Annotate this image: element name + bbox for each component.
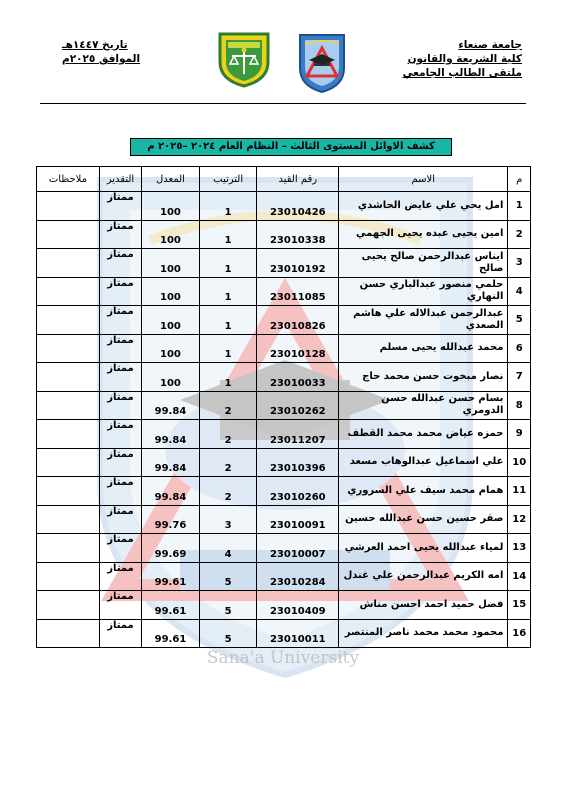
rank (199, 391, 257, 420)
header-rule (40, 103, 526, 104)
table-row (37, 505, 531, 534)
date-gregorian: الموافق ٢٠٢٥م (62, 53, 141, 65)
registration-number-text: 23010338 (269, 235, 326, 246)
student-name: حمزه عياض محمد محمد القطف (339, 420, 508, 449)
student-name: ايناس عبدالرحمن صالح يحيى صالح (339, 249, 508, 278)
registration-number (257, 562, 339, 591)
table-row (37, 534, 531, 563)
table-row (37, 249, 531, 278)
registration-number-text: 23010007 (269, 548, 326, 560)
average (142, 619, 200, 648)
average-text: 100 (160, 349, 181, 360)
grade: ممتاز (99, 591, 141, 620)
registration-number-text: 23010128 (269, 349, 326, 360)
notes (37, 306, 100, 335)
rank (199, 505, 257, 534)
watermark-text: Sana'a University (206, 648, 360, 668)
grade: ممتاز (99, 249, 141, 278)
rank-text: 2 (224, 463, 232, 474)
rank (199, 477, 257, 506)
notes (37, 334, 100, 363)
rank-text: 1 (224, 349, 232, 360)
average-text: 99.61 (154, 634, 187, 645)
average (142, 477, 200, 506)
registration-number-text: 23010091 (269, 520, 326, 531)
registration-number (257, 363, 339, 392)
average-text: 99.61 (154, 605, 187, 617)
average-text: 100 (160, 292, 181, 303)
rank (199, 363, 257, 392)
registration-number (257, 448, 339, 477)
row-number: 5 (508, 306, 531, 335)
university-logo (297, 32, 347, 94)
average (142, 448, 200, 477)
average-text: 99.76 (154, 520, 187, 531)
grade: ممتاز (99, 391, 141, 420)
table-row (37, 306, 531, 335)
average (142, 249, 200, 278)
table-header-row (37, 167, 531, 192)
table-row (37, 420, 531, 449)
forum-logo (216, 30, 272, 88)
registration-number (257, 591, 339, 620)
student-name: نصار مبخوت حسن محمد حاج (339, 363, 508, 392)
average (142, 562, 200, 591)
forum-name: ملتقى الطالب الجامعي (402, 67, 522, 79)
notes (37, 249, 100, 278)
date-hijri: تاريخ ١٤٤٧هـ (62, 39, 128, 51)
row-number: 4 (508, 277, 531, 306)
row-number: 6 (508, 334, 531, 363)
table-row (37, 591, 531, 620)
registration-number (257, 220, 339, 249)
rank-text: 2 (224, 491, 232, 503)
row-number: 12 (508, 505, 531, 534)
rank-text: 2 (224, 434, 232, 446)
col-header-avg: المعدل (142, 167, 200, 192)
rank-text: 5 (224, 634, 232, 645)
registration-number (257, 477, 339, 506)
registration-number (257, 505, 339, 534)
grade: ممتاز (99, 306, 141, 335)
student-name: فضل حميد احمد احسن مناش (339, 591, 508, 620)
faculty-name: كلية الشريعة والقانون (407, 53, 522, 65)
student-name: امل يحي علي عايض الحاشدي (339, 192, 508, 221)
col-header-rank: الترتيب (199, 167, 257, 192)
rank (199, 420, 257, 449)
student-name: امين يحيى عبده يحيى الجهمي (339, 220, 508, 249)
rank (199, 334, 257, 363)
student-name: صقر حسين حسن عبدالله حسين (339, 505, 508, 534)
notes (37, 562, 100, 591)
col-header-no: م (508, 167, 531, 192)
notes (37, 192, 100, 221)
average (142, 220, 200, 249)
grade: ممتاز (99, 619, 141, 648)
rank-text: 1 (224, 377, 232, 389)
average (142, 334, 200, 363)
rank-text: 3 (224, 520, 232, 531)
registration-number (257, 249, 339, 278)
rank (199, 534, 257, 563)
grade: ممتاز (99, 534, 141, 563)
grade: ممتاز (99, 334, 141, 363)
grade: ممتاز (99, 477, 141, 506)
table-row (37, 562, 531, 591)
registration-number-text: 23010409 (269, 605, 326, 617)
grade: ممتاز (99, 363, 141, 392)
average-text: 99.84 (154, 463, 187, 474)
grade: ممتاز (99, 220, 141, 249)
registration-number-text: 23011207 (269, 434, 326, 446)
average (142, 420, 200, 449)
average-text: 99.84 (154, 491, 187, 503)
table-row (37, 477, 531, 506)
grade: ممتاز (99, 192, 141, 221)
notes (37, 420, 100, 449)
row-number: 9 (508, 420, 531, 449)
grade: ممتاز (99, 505, 141, 534)
registration-number-text: 23010826 (269, 320, 326, 332)
notes (37, 448, 100, 477)
average (142, 306, 200, 335)
institution-header (342, 38, 522, 80)
row-number: 16 (508, 619, 531, 648)
row-number: 3 (508, 249, 531, 278)
rank-text: 1 (224, 206, 232, 218)
rank-text: 1 (224, 263, 232, 275)
average-text: 99.84 (154, 406, 187, 417)
university-name: جامعة صنعاء (458, 39, 522, 51)
rank-text: 1 (224, 320, 232, 332)
registration-number (257, 391, 339, 420)
student-name: همام محمد سيف علي السروري (339, 477, 508, 506)
registration-number (257, 619, 339, 648)
student-name: محمد عبدالله يحيى مسلم (339, 334, 508, 363)
rank (199, 591, 257, 620)
row-number: 11 (508, 477, 531, 506)
average-text: 100 (160, 235, 181, 246)
notes (37, 391, 100, 420)
rank-text: 2 (224, 406, 232, 417)
date-header (62, 38, 182, 66)
notes (37, 220, 100, 249)
row-number: 7 (508, 363, 531, 392)
grade: ممتاز (99, 562, 141, 591)
registration-number (257, 534, 339, 563)
grade: ممتاز (99, 277, 141, 306)
row-number: 8 (508, 391, 531, 420)
student-name: علي اسماعيل عبدالوهاب مسعد (339, 448, 508, 477)
registration-number-text: 23010396 (269, 463, 326, 474)
registration-number (257, 277, 339, 306)
average (142, 591, 200, 620)
honor-list-table (36, 166, 531, 648)
registration-number-text: 23010033 (269, 377, 326, 389)
rank-text: 5 (224, 577, 232, 588)
col-header-name: الاسم (339, 167, 508, 192)
student-name: محمود محمد محمد ناصر المنتصر (339, 619, 508, 648)
table-row (37, 334, 531, 363)
rank-text: 5 (224, 605, 232, 617)
row-number: 14 (508, 562, 531, 591)
rank (199, 448, 257, 477)
notes (37, 505, 100, 534)
student-name: امه الكريم عبدالرحمن علي غندل (339, 562, 508, 591)
notes (37, 277, 100, 306)
registration-number-text: 23010262 (269, 406, 326, 417)
rank (199, 306, 257, 335)
registration-number-text: 23010011 (269, 634, 326, 645)
registration-number (257, 306, 339, 335)
rank (199, 192, 257, 221)
average-text: 99.84 (154, 434, 187, 446)
col-header-reg: رقم القيد (257, 167, 339, 192)
rank (199, 562, 257, 591)
col-header-grade: التقدير (99, 167, 141, 192)
table-row (37, 277, 531, 306)
table-row (37, 220, 531, 249)
average (142, 192, 200, 221)
notes (37, 591, 100, 620)
registration-number (257, 420, 339, 449)
average-text: 100 (160, 377, 181, 389)
table-row (37, 192, 531, 221)
notes (37, 363, 100, 392)
row-number: 15 (508, 591, 531, 620)
rank-text: 4 (224, 548, 232, 560)
registration-number-text: 23011085 (269, 292, 326, 303)
document-title: كشف الاوائل المستوى الثالث – النظام العام ٢٠٢٤ –٢٠٢٥ م (130, 138, 452, 156)
rank (199, 249, 257, 278)
col-header-notes: ملاحظات (37, 167, 100, 192)
average (142, 505, 200, 534)
registration-number (257, 334, 339, 363)
row-number: 1 (508, 192, 531, 221)
registration-number-text: 23010284 (269, 577, 326, 588)
grade: ممتاز (99, 420, 141, 449)
average (142, 391, 200, 420)
average-text: 99.61 (154, 577, 187, 588)
table-row (37, 619, 531, 648)
student-name: حلمي منصور عبدالباري حسن النهاري (339, 277, 508, 306)
rank-text: 1 (224, 292, 232, 303)
average-text: 99.69 (154, 548, 187, 560)
average (142, 277, 200, 306)
average-text: 100 (160, 263, 181, 275)
student-name: بسام حسن عبدالله حسن الدومري (339, 391, 508, 420)
student-name: لمياء عبدالله يحيى احمد العرشي (339, 534, 508, 563)
notes (37, 619, 100, 648)
rank-text: 1 (224, 235, 232, 246)
student-name: عبدالرحمن عبدالاله علي هاشم الصعدي (339, 306, 508, 335)
average (142, 534, 200, 563)
notes (37, 534, 100, 563)
average-text: 100 (160, 206, 181, 218)
row-number: 2 (508, 220, 531, 249)
registration-number-text: 23010260 (269, 491, 326, 503)
table-row (37, 448, 531, 477)
registration-number (257, 192, 339, 221)
average (142, 363, 200, 392)
notes (37, 477, 100, 506)
row-number: 13 (508, 534, 531, 563)
rank (199, 220, 257, 249)
table-row (37, 391, 531, 420)
registration-number-text: 23010426 (269, 206, 326, 218)
table-row (37, 363, 531, 392)
row-number: 10 (508, 448, 531, 477)
average-text: 100 (160, 320, 181, 332)
registration-number-text: 23010192 (269, 263, 326, 275)
grade: ممتاز (99, 448, 141, 477)
rank (199, 619, 257, 648)
rank (199, 277, 257, 306)
